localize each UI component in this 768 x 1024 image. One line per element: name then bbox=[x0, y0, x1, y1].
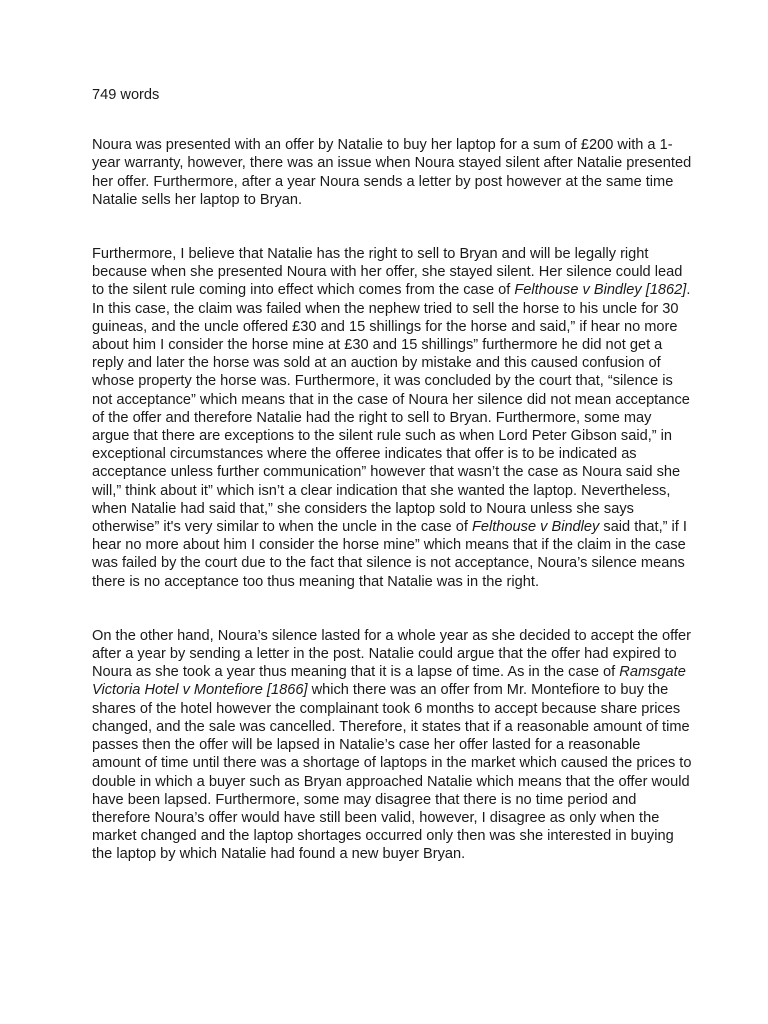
case-citation-ramsgate: Ramsgate Victoria Hotel v Montefiore [1866] bbox=[92, 664, 686, 699]
word-count: 749 words bbox=[92, 87, 160, 103]
paragraph-3-text-a: On the other hand, Noura’s silence lasted for a whole year as she decided to accept the offer after a year by sending a letter in the post. Natalie could argue that the offer had expired to Noura as she took a year thus meaning that it is a lapse of time. As in the case of bbox=[92, 627, 691, 681]
spacer bbox=[92, 104, 692, 136]
paragraph-2-text-c: said that,” if I hear no more about him I consider the horse mine” which means that if the claim in the case was failed by the court due to the fact that silence is not acceptance, Noura’s silence means there is no acceptance too thus meaning that Natalie was in the right. bbox=[92, 519, 687, 590]
paragraph-2-text-b: . In this case, the claim was failed when the nephew tried to sell the horse to his uncle for 30 guineas, and the uncle offered £30 and 15 shillings for the horse and said,” if hear no more about him I consider the horse mine at £30 and 15 shillings” furthermore he did not get a reply and later the horse was sold at an auction by mistake and this caused confusion of whose property the horse was. Furthermore, it was concluded by the court that, “silence is not acceptance” which means that in the case of Noura her silence did not mean acceptance of the offer and therefore Natalie had the right to sell to Bryan. Furthermore, some may argue that there are exceptions to the silent rule such as when Lord Peter Gibson said,” in exceptional circumstances where the offeree indicates that offer is to be indicated as acceptance unless further communication” however that wasn’t the case as Noura said she will,” think about it” which isn’t a clear indication that she wanted the laptop. Nevertheless, when Natalie had said that,” she considers the laptop sold to Noura unless she says otherwise” it's very similar to when the uncle in the case of bbox=[92, 282, 691, 536]
spacer bbox=[92, 209, 692, 245]
case-citation-felthouse: Felthouse v Bindley [1862] bbox=[514, 282, 687, 299]
case-citation-felthouse-short: Felthouse v Bindley bbox=[471, 519, 600, 536]
paragraph-2 bbox=[92, 245, 692, 591]
paragraph-3 bbox=[92, 627, 692, 864]
spacer bbox=[92, 591, 692, 627]
paragraph-1-text: Noura was presented with an offer by Natalie to buy her laptop for a sum of £200 with a 1-year warranty, however, there was an issue when Noura stayed silent after Natalie presented her offer. Furthermore, after a year Noura sends a letter by post however at the same time Natalie sells her laptop to Bryan. bbox=[92, 137, 692, 208]
paragraph-1 bbox=[92, 136, 692, 209]
document-page bbox=[92, 86, 692, 864]
paragraph-3-text-b: which there was an offer from Mr. Montefiore to buy the shares of the hotel however the complainant took 6 months to accept because share prices changed, and the sale was cancelled. Therefore, it states that if a reasonable amount of time passes then the offer will be lapsed in Natalie’s case her offer lasted for a reasonable amount of time until there was a shortage of laptops in the market which caused the prices to double in which a buyer such as Bryan approached Natalie which means that the offer would have been lapsed. Furthermore, some may disagree that there is no time period and therefore Noura’s offer would have still been valid, however, I disagree as only when the market changed and the laptop shortages occurred only then was she interested in buying the laptop by which Natalie had found a new buyer Bryan. bbox=[92, 682, 692, 863]
paragraph-2-text-a: Furthermore, I believe that Natalie has the right to sell to Bryan and will be legally right because when she presented Noura with her offer, she stayed silent. Her silence could lead to the silent rule coming into effect which comes from the case of bbox=[92, 246, 683, 299]
